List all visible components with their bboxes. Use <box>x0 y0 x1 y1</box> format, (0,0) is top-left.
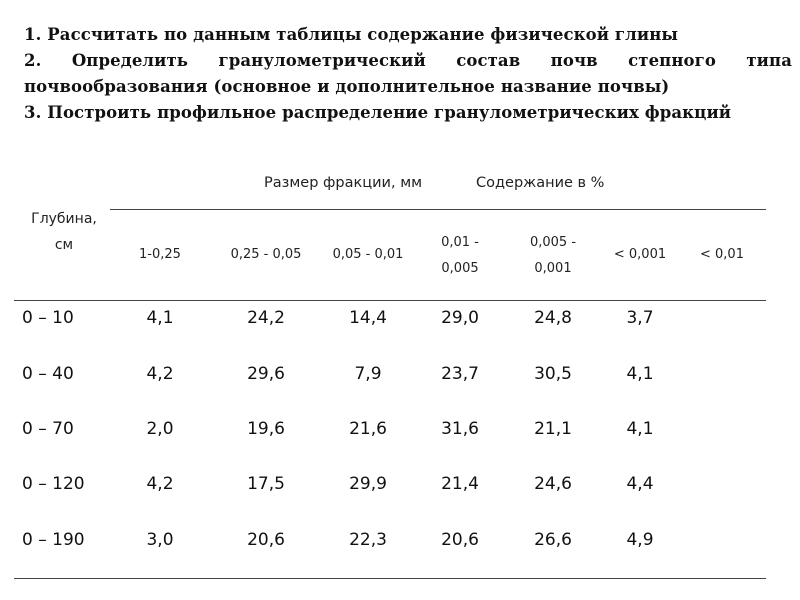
value-cell: 29,6 <box>247 364 285 384</box>
value-cell: 2,0 <box>146 419 174 439</box>
depth-cell: 0 – 70 <box>22 419 74 439</box>
column-header-line-1: 0,005 - <box>529 235 577 250</box>
column-header-line-1: 0,05 - 0,01 <box>332 247 404 262</box>
value-cell: 21,1 <box>534 419 572 439</box>
header-depth-line-1: Глубина, <box>31 211 97 227</box>
value-cell: 26,6 <box>534 530 572 550</box>
value-cell: 3,7 <box>626 308 654 328</box>
depth-cell: 0 – 190 <box>22 530 85 550</box>
table-top-rule <box>14 300 766 301</box>
column-header <box>139 242 181 268</box>
value-cell: 24,8 <box>534 308 572 328</box>
value-cell: 7,9 <box>354 364 382 384</box>
task-3: 3. Построить профильное распределение гранулометрических фракций <box>24 103 732 122</box>
task-2-line-2: почвообразования (основное и дополнительное название почвы) <box>24 77 670 96</box>
value-cell: 4,1 <box>146 308 174 328</box>
depth-cell: 0 – 10 <box>22 308 74 328</box>
value-cell: 23,7 <box>441 364 479 384</box>
column-header <box>614 242 666 268</box>
value-cell: 29,9 <box>349 474 387 494</box>
table-bottom-rule <box>14 578 766 579</box>
value-cell: 29,0 <box>441 308 479 328</box>
value-cell: 3,0 <box>146 530 174 550</box>
value-cell: 20,6 <box>247 530 285 550</box>
value-cell: 21,4 <box>441 474 479 494</box>
column-header-line-2: 0,005 <box>441 261 479 276</box>
header-content-percent: Содержание в % <box>476 175 605 191</box>
depth-cell: 0 – 40 <box>22 364 74 384</box>
column-header <box>333 242 404 268</box>
header-depth <box>14 206 114 258</box>
value-cell: 30,5 <box>534 364 572 384</box>
value-cell: 4,9 <box>626 530 654 550</box>
value-cell: 14,4 <box>349 308 387 328</box>
depth-cell: 0 – 120 <box>22 474 85 494</box>
value-cell: 24,6 <box>534 474 572 494</box>
column-header-line-1: 0,01 - <box>441 235 479 250</box>
column-header-line-1: < 0,01 <box>700 247 744 262</box>
column-header-line-1: < 0,001 <box>613 247 667 262</box>
column-header-line-1: 0,25 - 0,05 <box>230 247 302 262</box>
value-cell: 4,1 <box>626 419 654 439</box>
column-header <box>700 242 744 268</box>
value-cell: 22,3 <box>349 530 387 550</box>
value-cell: 4,4 <box>626 474 654 494</box>
value-cell: 20,6 <box>441 530 479 550</box>
column-header <box>530 230 576 282</box>
column-header <box>441 230 479 282</box>
header-divider <box>110 209 766 210</box>
value-cell: 19,6 <box>247 419 285 439</box>
value-cell: 4,2 <box>146 364 174 384</box>
column-header-line-2: 0,001 <box>534 261 572 276</box>
value-cell: 24,2 <box>247 308 285 328</box>
value-cell: 17,5 <box>247 474 285 494</box>
column-header <box>231 242 302 268</box>
header-depth-line-2: см <box>54 237 74 253</box>
task-1: 1. Рассчитать по данным таблицы содержание физической глины <box>24 25 679 44</box>
value-cell: 21,6 <box>349 419 387 439</box>
task-list <box>24 22 792 126</box>
value-cell: 4,2 <box>146 474 174 494</box>
task-2-line-1: 2. Определить гранулометрический состав почв степного типа <box>24 51 792 70</box>
header-fraction-size: Размер фракции, мм <box>264 175 423 191</box>
column-header-line-1: 1-0,25 <box>139 247 181 262</box>
value-cell: 4,1 <box>626 364 654 384</box>
value-cell: 31,6 <box>441 419 479 439</box>
